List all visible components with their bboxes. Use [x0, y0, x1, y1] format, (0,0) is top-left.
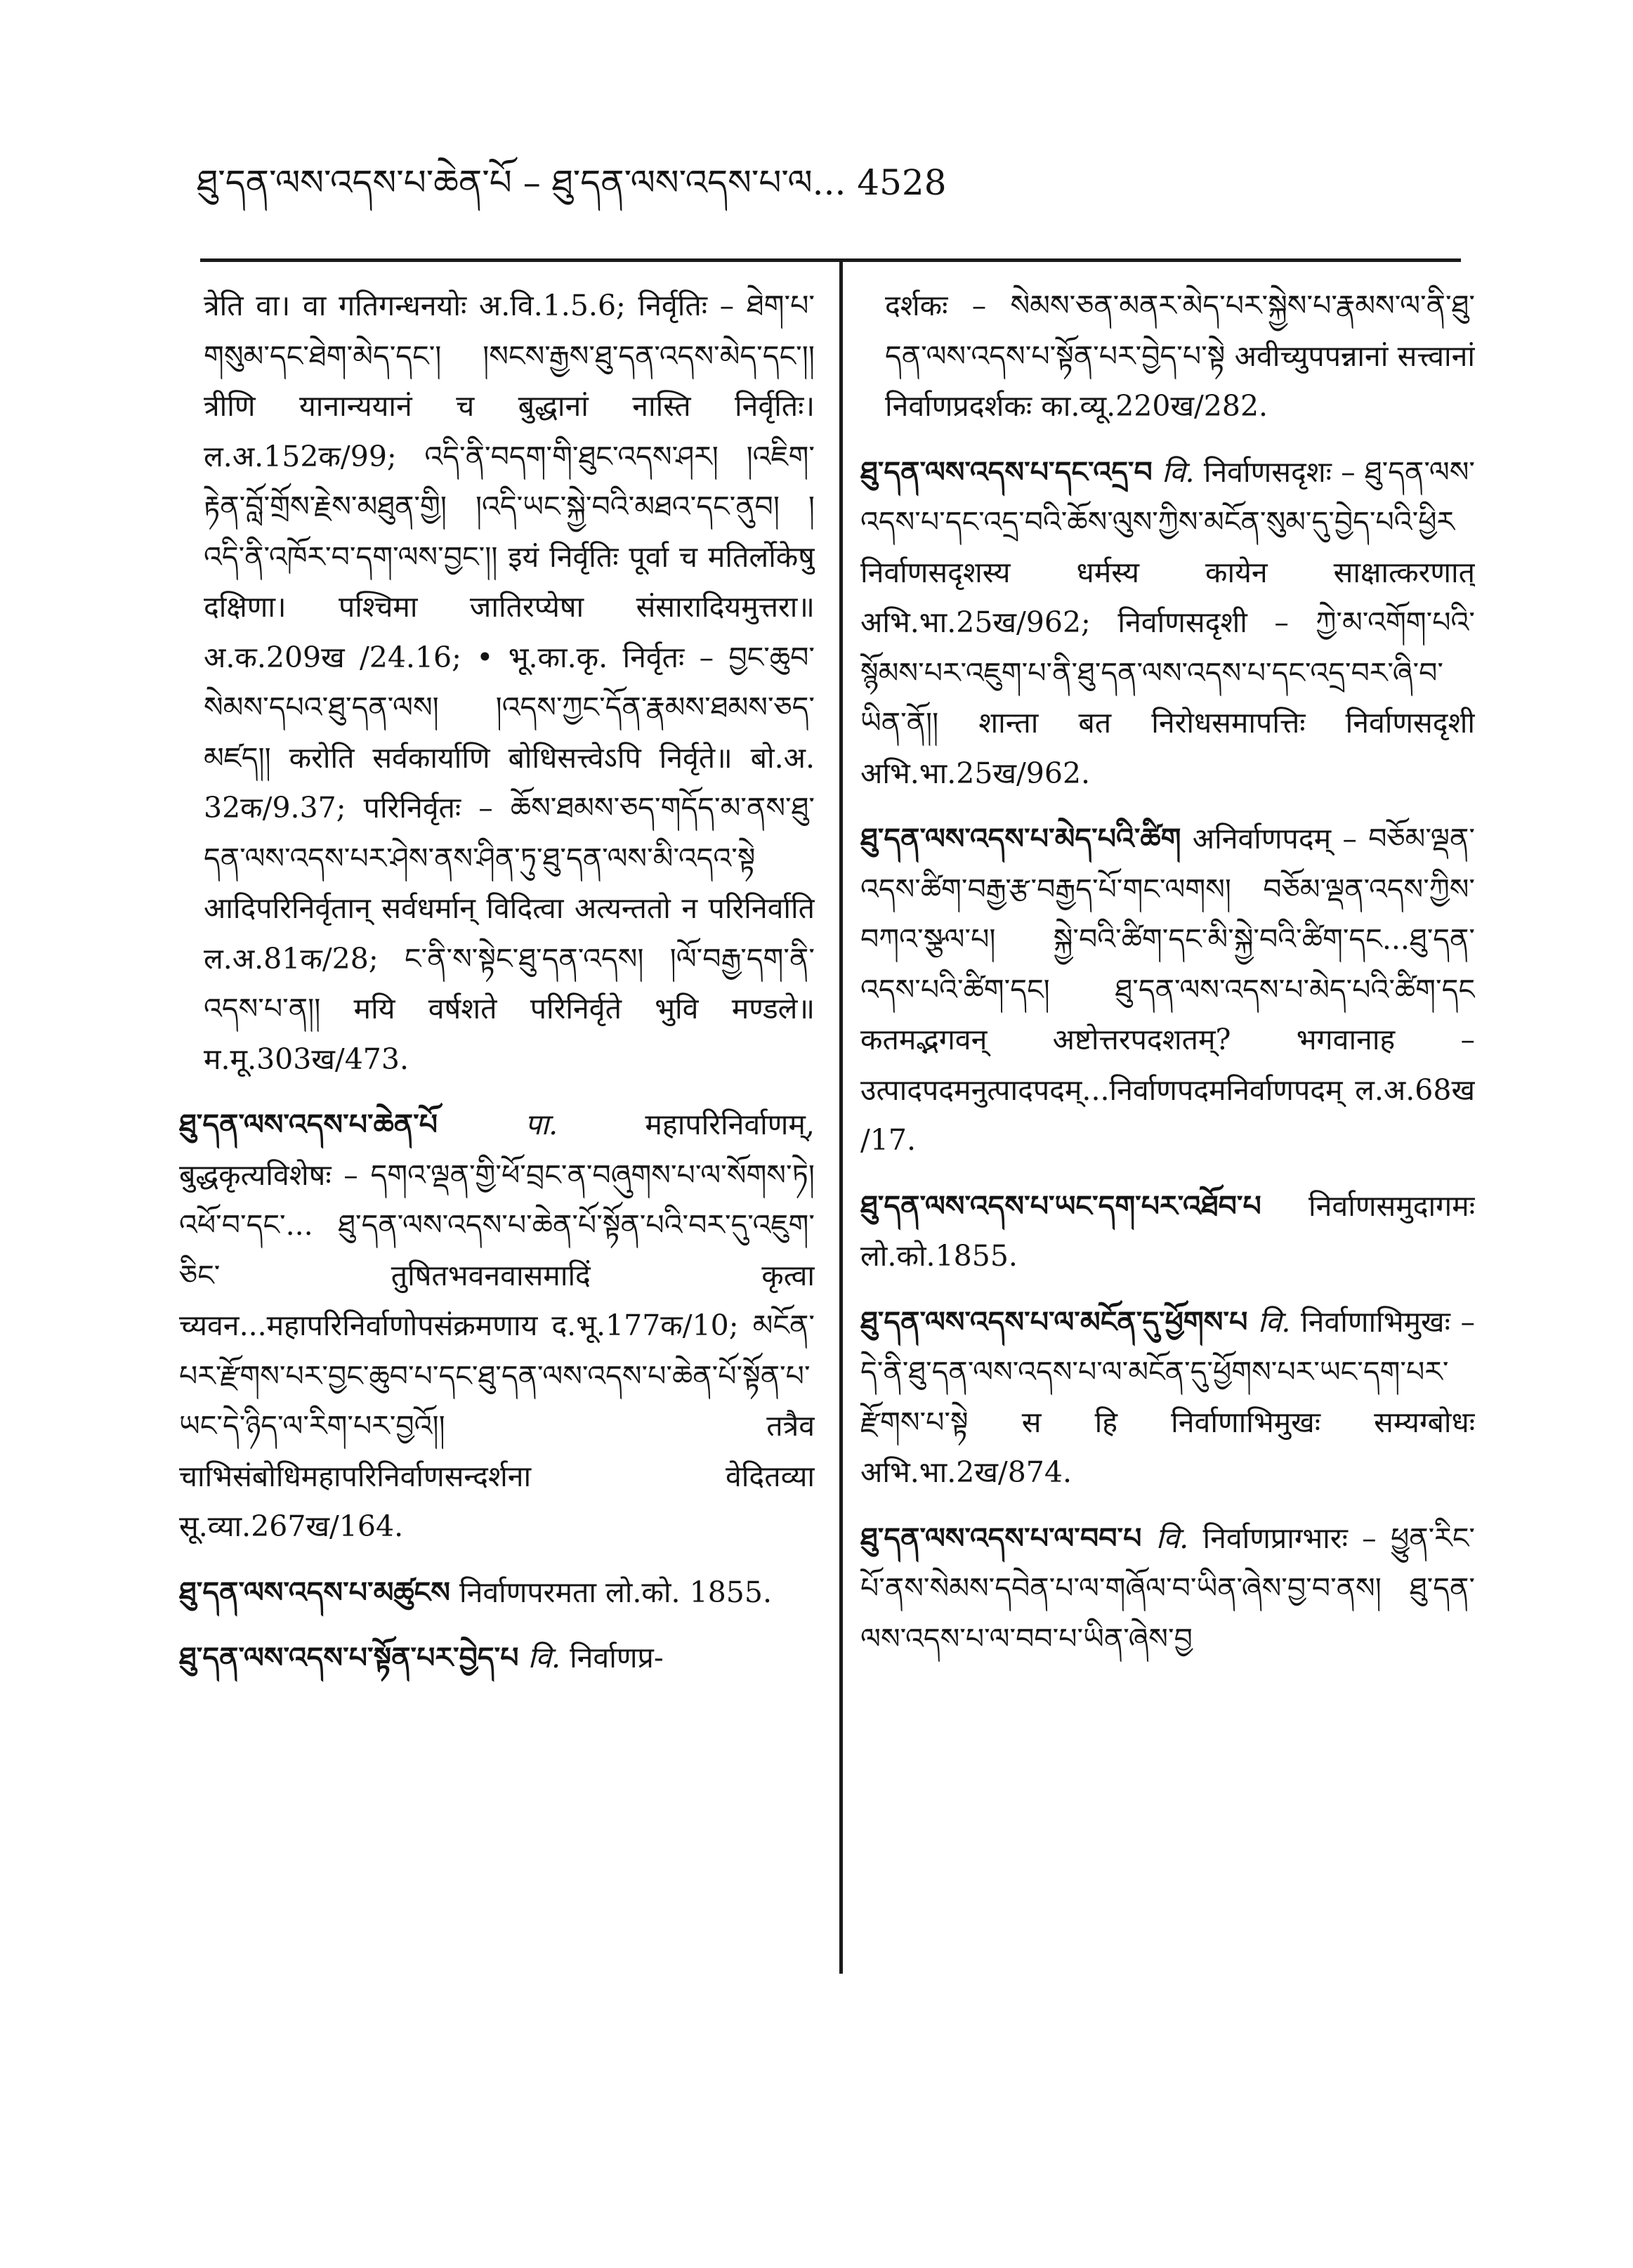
entry-body: दर्शकः – སེམས་ཅན་མནར་མེད་པར་སྐྱེས་པ་རྣམས་ལ་ནི་ཐུ་དན་ལས་འདས་པ་སྟོན་པར་བྱེད་པ་སྟེ अवीच्युपपन्नानां सत्त्वानां निर्वाणप्रदर्शकः का.व्यू.220ख/282. — [885, 289, 1475, 423]
entry-body: त्रेति वा। वा गतिगन्धनयोः अ.वि.1.5.6; निर्वृतिः – ཐེག་པ་གསུམ་དང་ཐེག་མེད་དང་། །སངས་རྒྱས་ཐུ་དན་འདས་མེད་དང་།། त्रीणि यानान्ययानं च बुद्धानां नास्ति निर्वृतिः। ल.अ.152क/99; འདི་ནི་བདག་གི་ཐུང་འདས་ཤར། །འཇིག་རྟེན་བློ་གྲོས་རྗེས་མཐུན་གྱི། །འདི་ཡང་སྐྱེ་བའི་མཐའ་དང་ནུབ། །འདི་ནི་འཁོར་བ་དག་ལས་བྱང་།། इयं निर्वृतिः पूर्वा च मतिर्लोकेषु दक्षिणा। पश्चिमा जातिरप्येषा संसारादियमुत्तरा॥ अ.क.209ख /24.16; • भू.का.कृ. निर्वृतः – བྱང་ཆུབ་སེམས་དཔའ་ཐུ་དན་ལས། །འདས་ཀྱང་དོན་རྣམས་ཐམས་ཅད་མཛད།། करोति सर्वकार्याणि बोधिसत्त्वेऽपि निर्वृते॥ बो.अ. 32क/9.37; परिनिर्वृतः – ཆོས་ཐམས་ཅད་གདོད་མ་ནས་ཐུ་དན་ལས་འདས་པར་ཤེས་ནས་ཤིན་ཏུ་ཐུ་དན་ལས་མི་འདའ་སྟེ आदिपरिनिर्वृतान् सर्वधर्मान् विदित्वा अत्यन्ततो न परिनिर्वाति ल.अ.81क/28; ང་ནི་ས་སྟེང་ཐུ་དན་འདས། །ལོ་བརྒྱ་དག་ནི་འདས་པ་ན།། मयि वर्षशते परिनिर्वृते भुवि मण्डले॥ म.मू.303ख/473. — [204, 289, 815, 1076]
continued-entry — [860, 281, 1475, 432]
header-divider — [200, 258, 1461, 262]
dictionary-entry — [860, 447, 1475, 799]
entry-body: महापरिनिर्वाणम्, बुद्धकृत्यविशेषः – དགའ་ལྡན་གྱི་ཕོ་བྲང་ན་བཞུགས་པ་ལ་སོགས་ཏེ། འཕོ་བ་དང་... ཐུ་དན་ལས་འདས་པ་ཆེན་པོ་སྟོན་པའི་བར་དུ་འཇུག་ཅིང་ तुषितभवनवासमादिं कृत्वा च्यवन...महापरिनिर्वाणोपसंक्रमणाय द.भू.177क/10; མངོན་པར་རྫོགས་པར་བྱང་ཆུབ་པ་དང་ཐུ་དན་ལས་འདས་པ་ཆེན་པོ་སྟོན་པ་ཡང་དེ་ཉིད་ལ་རིག་པར་བྱའོ།། तत्रैव चाभिसंबोधिमहापरिनिर्वाणसन्दर्शना वेदितव्या सू.व्या.267ख/164. — [179, 1108, 815, 1543]
entry-body: अनिर्वाणपदम् – བཅོམ་ལྡན་འདས་ཚིག་བརྒྱ་རྩ་བརྒྱད་པོ་གང་ལགས། བཅོམ་ལྡན་འདས་ཀྱིས་བཀའ་སྩལ་པ། སྐྱེ་བའི་ཚིག་དང་མི་སྐྱེ་བའི་ཚིག་དང...ཐུ་དན་འདས་པའི་ཚིག་དང། ཐུ་དན་ལས་འདས་པ་མེད་པའི་ཚིག་དང कतमद्भगवन् अष्टोत्तरपदशतम्? भगवानाह – उत्पादपदमनुत्पादपदम्...निर्वाणपदमनिर्वाणपदम् ल.अ.68ख /17. — [860, 822, 1475, 1157]
dictionary-entry — [179, 1100, 815, 1552]
grammar-tag: वि. — [1162, 454, 1195, 489]
dictionary-entry — [179, 1633, 815, 1684]
grammar-tag: वि. — [527, 1641, 561, 1674]
dictionary-entry — [179, 1568, 815, 1618]
entry-headword: ཐུ་དན་ལས་འདས་པ་མེད་པའི་ཚིག — [860, 822, 1181, 856]
dictionary-entry — [860, 1514, 1475, 1665]
column-divider — [839, 260, 843, 1974]
continued-entry — [179, 281, 815, 1084]
entry-headword: ཐུ་དན་ལས་འདས་པ་ལ་མངོན་དུ་ཕྱོགས་པ — [860, 1304, 1248, 1339]
left-column — [179, 281, 815, 1699]
entry-headword: ཐུ་དན་ལས་འདས་པ་ལ་བབ་པ — [860, 1521, 1142, 1555]
dictionary-entry — [860, 814, 1475, 1166]
entry-body: निर्वाणपरमता लो.को. 1855. — [459, 1575, 772, 1609]
grammar-tag: वि. — [1155, 1521, 1189, 1555]
right-column — [860, 281, 1475, 1679]
entry-body: निर्वाणाभिमुखः – དེ་ནི་ཐུ་དན་ལས་འདས་པ་ལ་མངོན་དུ་ཕྱོགས་པར་ཡང་དག་པར་རྫོགས་པ་སྟེ स हि निर्वाणाभिमुखः सम्यग्बोधः अभि.भा.2ख/874. — [860, 1304, 1475, 1489]
grammar-tag: वि. — [1257, 1304, 1291, 1339]
entry-headword: ཐུ་དན་ལས་འདས་པ་ཡང་དག་པར་འཐོབ་པ — [860, 1188, 1261, 1223]
entry-body: निर्वाणप्राग्भारः – ཕྱུན་རིང་པོ་ནས་སེམས་དབེན་པ་ལ་གཞོལ་བ་ཡིན་ཞེས་བྱ་བ་ནས། ཐུ་དན་ལས་འདས་པ་ལ་བབ་པ་ཡིན་ཞེས་བྱ — [860, 1521, 1475, 1656]
entry-headword: ཐུ་དན་ལས་འདས་པ་ཆེན་པོ — [179, 1108, 438, 1141]
dictionary-entry — [860, 1181, 1475, 1282]
entry-body: निर्वाणसमुदागमः लो.को.1855. — [860, 1188, 1475, 1273]
dictionary-entry — [860, 1297, 1475, 1498]
page-header: ཐུ་དན་ལས་འདས་པ་ཆེན་པོ – ཐུ་དན་ལས་འདས་པ་ལ... 4528 — [197, 162, 947, 203]
entry-headword: ཐུ་དན་ལས་འདས་པ་སྟོན་པར་བྱེད་པ — [179, 1641, 519, 1674]
entry-body: निर्वाणप्र- — [570, 1641, 664, 1674]
entry-body: निर्वाणसदृशः – ཐུ་དན་ལས་འདས་པ་དང་འདྲ་བའི་ཆོས་ལུས་ཀྱིས་མངོན་སུམ་དུ་བྱེད་པའི་ཕྱིར निर्वाणसदृशस्य धर्मस्य कायेन साक्षात्करणात् अभि.भा.25ख/962; निर्वाणसदृशी – ཀྱེ་མ་འགོག་པའི་སྙོམས་པར་འཇུག་པ་ནི་ཐུ་དན་ལས་འདས་པ་དང་འདྲ་བར་ཞི་བ་ཡིན་ནོ།། शान्ता बत निरोधसमापत्तिः निर्वाणसदृशी अभि.भा.25ख/962. — [860, 454, 1475, 790]
grammar-tag: पा. — [525, 1108, 558, 1141]
entry-headword: ཐུ་དན་ལས་འདས་པ་མཚུངས — [179, 1575, 450, 1609]
entry-headword: ཐུ་དན་ལས་འདས་པ་དང་འདྲ་བ — [860, 454, 1153, 489]
